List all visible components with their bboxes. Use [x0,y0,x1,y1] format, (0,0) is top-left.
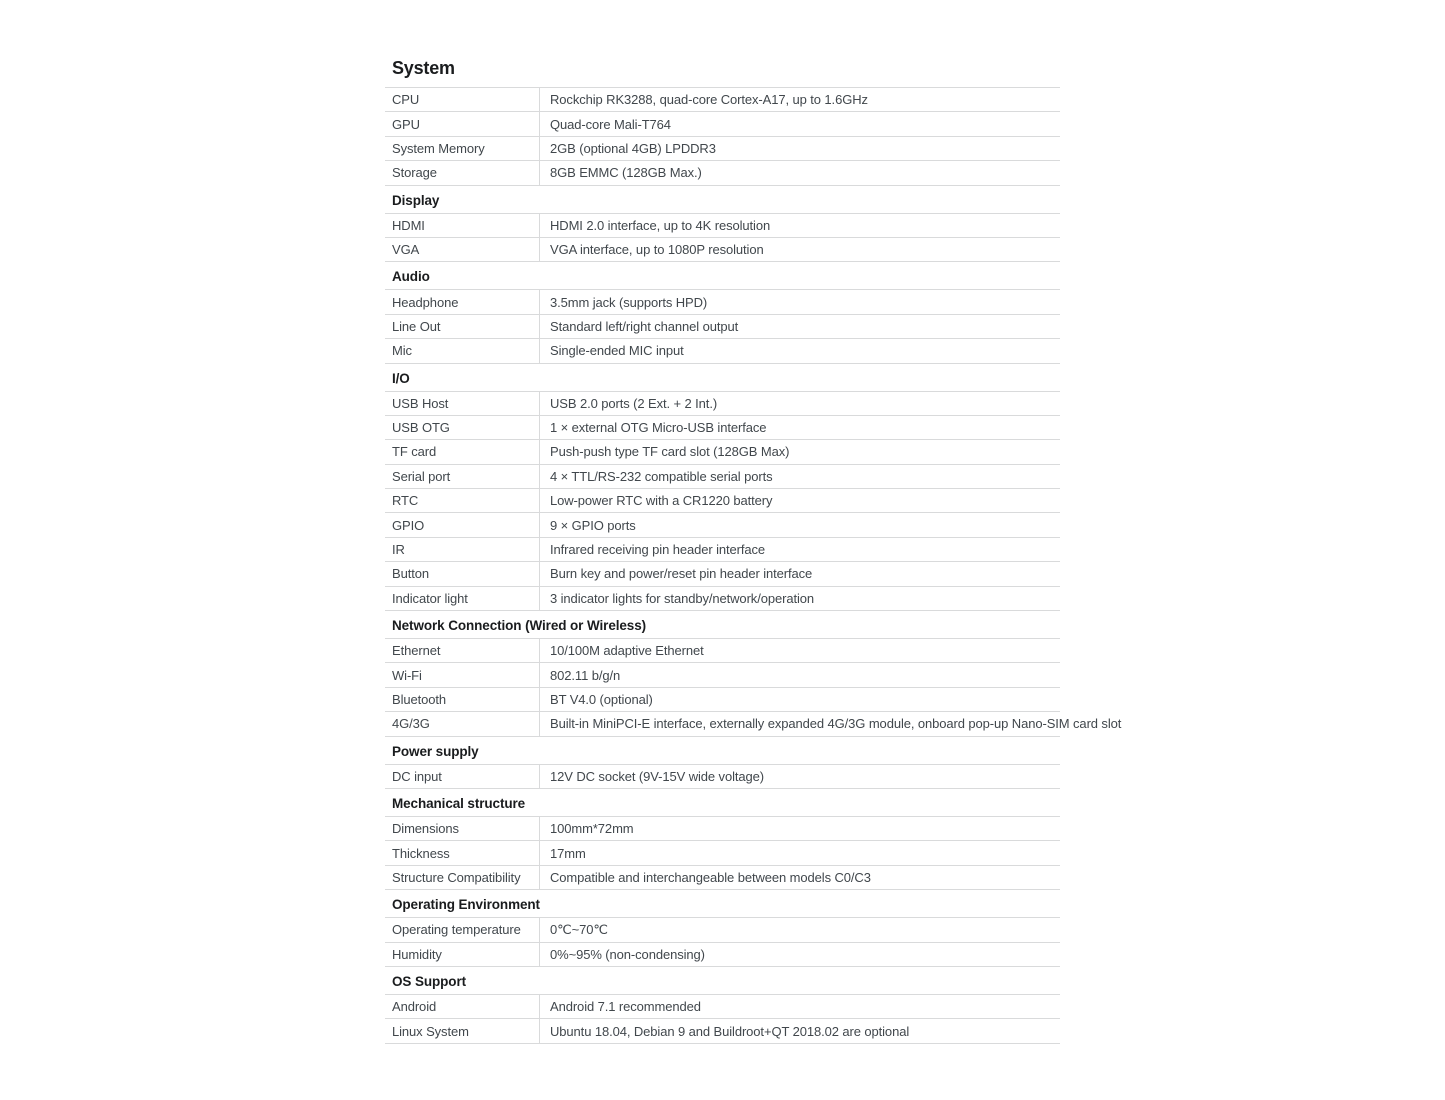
spec-row-label: Android [385,995,540,1018]
spec-row-value: 12V DC socket (9V-15V wide voltage) [550,768,764,784]
spec-row-value: 10/100M adaptive Ethernet [550,643,704,659]
spec-row-label: Humidity [385,943,540,966]
spec-row-label: Button [385,562,540,585]
spec-row [385,465,1060,489]
spec-row [385,416,1060,440]
spec-row-value: Ubuntu 18.04, Debian 9 and Buildroot+QT 2018.02 are optional [550,1023,910,1039]
spec-row-value: HDMI 2.0 interface, up to 4K resolution [550,217,771,233]
spec-row-label: System Memory [385,137,540,160]
spec-row [385,538,1060,562]
spec-row-label: Storage [385,161,540,184]
spec-row-value: 100mm*72mm [550,821,634,837]
section-header: I/O [385,364,1060,392]
spec-row [385,238,1060,262]
spec-row [385,688,1060,712]
spec-row-label: IR [385,538,540,561]
spec-row [385,712,1122,736]
spec-row [385,663,1060,687]
section-header: OS Support [385,967,1060,995]
spec-row [385,639,1060,663]
spec-row-value: Built-in MiniPCI-E interface, externally expanded 4G/3G module, onboard pop-up Nano-SIM card slot [550,716,1122,732]
spec-row [385,290,1060,314]
spec-row [385,841,1060,865]
spec-row [385,765,1060,789]
spec-row-value: Single-ended MIC input [550,343,684,359]
spec-row-value: Low-power RTC with a CR1220 battery [550,493,773,509]
spec-row [385,1019,1060,1043]
spec-row [385,587,1060,611]
spec-row [385,562,1060,586]
spec-row-value: Android 7.1 recommended [550,999,701,1015]
spec-row-label: Line Out [385,315,540,338]
spec-row-label: CPU [385,88,540,111]
spec-row [385,817,1060,841]
spec-row-label: Structure Compatibility [385,866,540,889]
spec-row-value: 0%~95% (non-condensing) [550,946,705,962]
spec-row-label: GPIO [385,513,540,536]
spec-row-label: Mic [385,339,540,362]
spec-row [385,214,1060,238]
spec-row-value: 9 × GPIO ports [550,517,636,533]
page-title: System [385,56,1060,88]
spec-row [385,112,1060,136]
section-header: Power supply [385,737,1060,765]
spec-row [385,440,1060,464]
spec-row-label: Thickness [385,841,540,864]
spec-row [385,161,1060,185]
spec-row-value: Standard left/right channel output [550,318,739,334]
spec-row [385,392,1060,416]
spec-row-label: USB Host [385,392,540,415]
spec-row [385,339,1060,363]
spec-row-value: 17mm [550,845,586,861]
spec-row-value: Infrared receiving pin header interface [550,542,766,558]
spec-row-label: VGA [385,238,540,261]
spec-row [385,513,1060,537]
spec-row [385,315,1060,339]
spec-row [385,918,1060,942]
spec-row-value: 8GB EMMC (128GB Max.) [550,165,702,181]
spec-row-label: Ethernet [385,639,540,662]
spec-row-value: Burn key and power/reset pin header interface [550,566,813,582]
section-header: Network Connection (Wired or Wireless) [385,611,1060,639]
spec-row-value: VGA interface, up to 1080P resolution [550,242,764,258]
spec-row-label: Operating temperature [385,918,540,941]
spec-row-value: Push-push type TF card slot (128GB Max) [550,444,790,460]
spec-row-label: 4G/3G [385,712,540,735]
spec-row [385,866,1060,890]
spec-row [385,137,1060,161]
section-header: Audio [385,262,1060,290]
spec-row [385,995,1060,1019]
spec-row-value: 1 × external OTG Micro-USB interface [550,420,767,436]
section-header: Operating Environment [385,890,1060,918]
section-header: Display [385,186,1060,214]
spec-row-label: Linux System [385,1019,540,1042]
spec-row-value: 802.11 b/g/n [550,667,621,683]
spec-row-value: BT V4.0 (optional) [550,692,653,707]
spec-row-label: USB OTG [385,416,540,439]
spec-row-value: 3 indicator lights for standby/network/operation [550,590,815,606]
spec-sheet [385,56,1122,1044]
spec-row-value: 3.5mm jack (supports HPD) [550,294,708,310]
section-header: Mechanical structure [385,789,1060,817]
spec-row-value: Rockchip RK3288, quad-core Cortex-A17, up to 1.6GHz [550,92,868,108]
spec-row-value: 4 × TTL/RS-232 compatible serial ports [550,468,773,484]
spec-row-label: Bluetooth [385,688,540,711]
spec-row-label: GPU [385,112,540,135]
spec-row-label: Indicator light [385,587,540,610]
spec-row-value: 0℃~70℃ [550,921,608,937]
spec-row-label: Serial port [385,465,540,488]
spec-row-label: HDMI [385,214,540,237]
spec-row-label: DC input [385,765,540,788]
spec-row-value: USB 2.0 ports (2 Ext. + 2 Int.) [550,395,718,411]
spec-row [385,943,1060,967]
spec-row [385,88,1060,112]
spec-row-value: 2GB (optional 4GB) LPDDR3 [550,140,716,156]
spec-row-value: Quad-core Mali-T764 [550,116,671,132]
spec-row-label: Dimensions [385,817,540,840]
spec-row-value: Compatible and interchangeable between models C0/C3 [550,869,871,885]
spec-row-label: RTC [385,489,540,512]
spec-table [385,88,1122,1044]
spec-row-label: TF card [385,440,540,463]
spec-row [385,489,1060,513]
spec-row-label: Headphone [385,290,540,313]
spec-row-label: Wi-Fi [385,663,540,686]
